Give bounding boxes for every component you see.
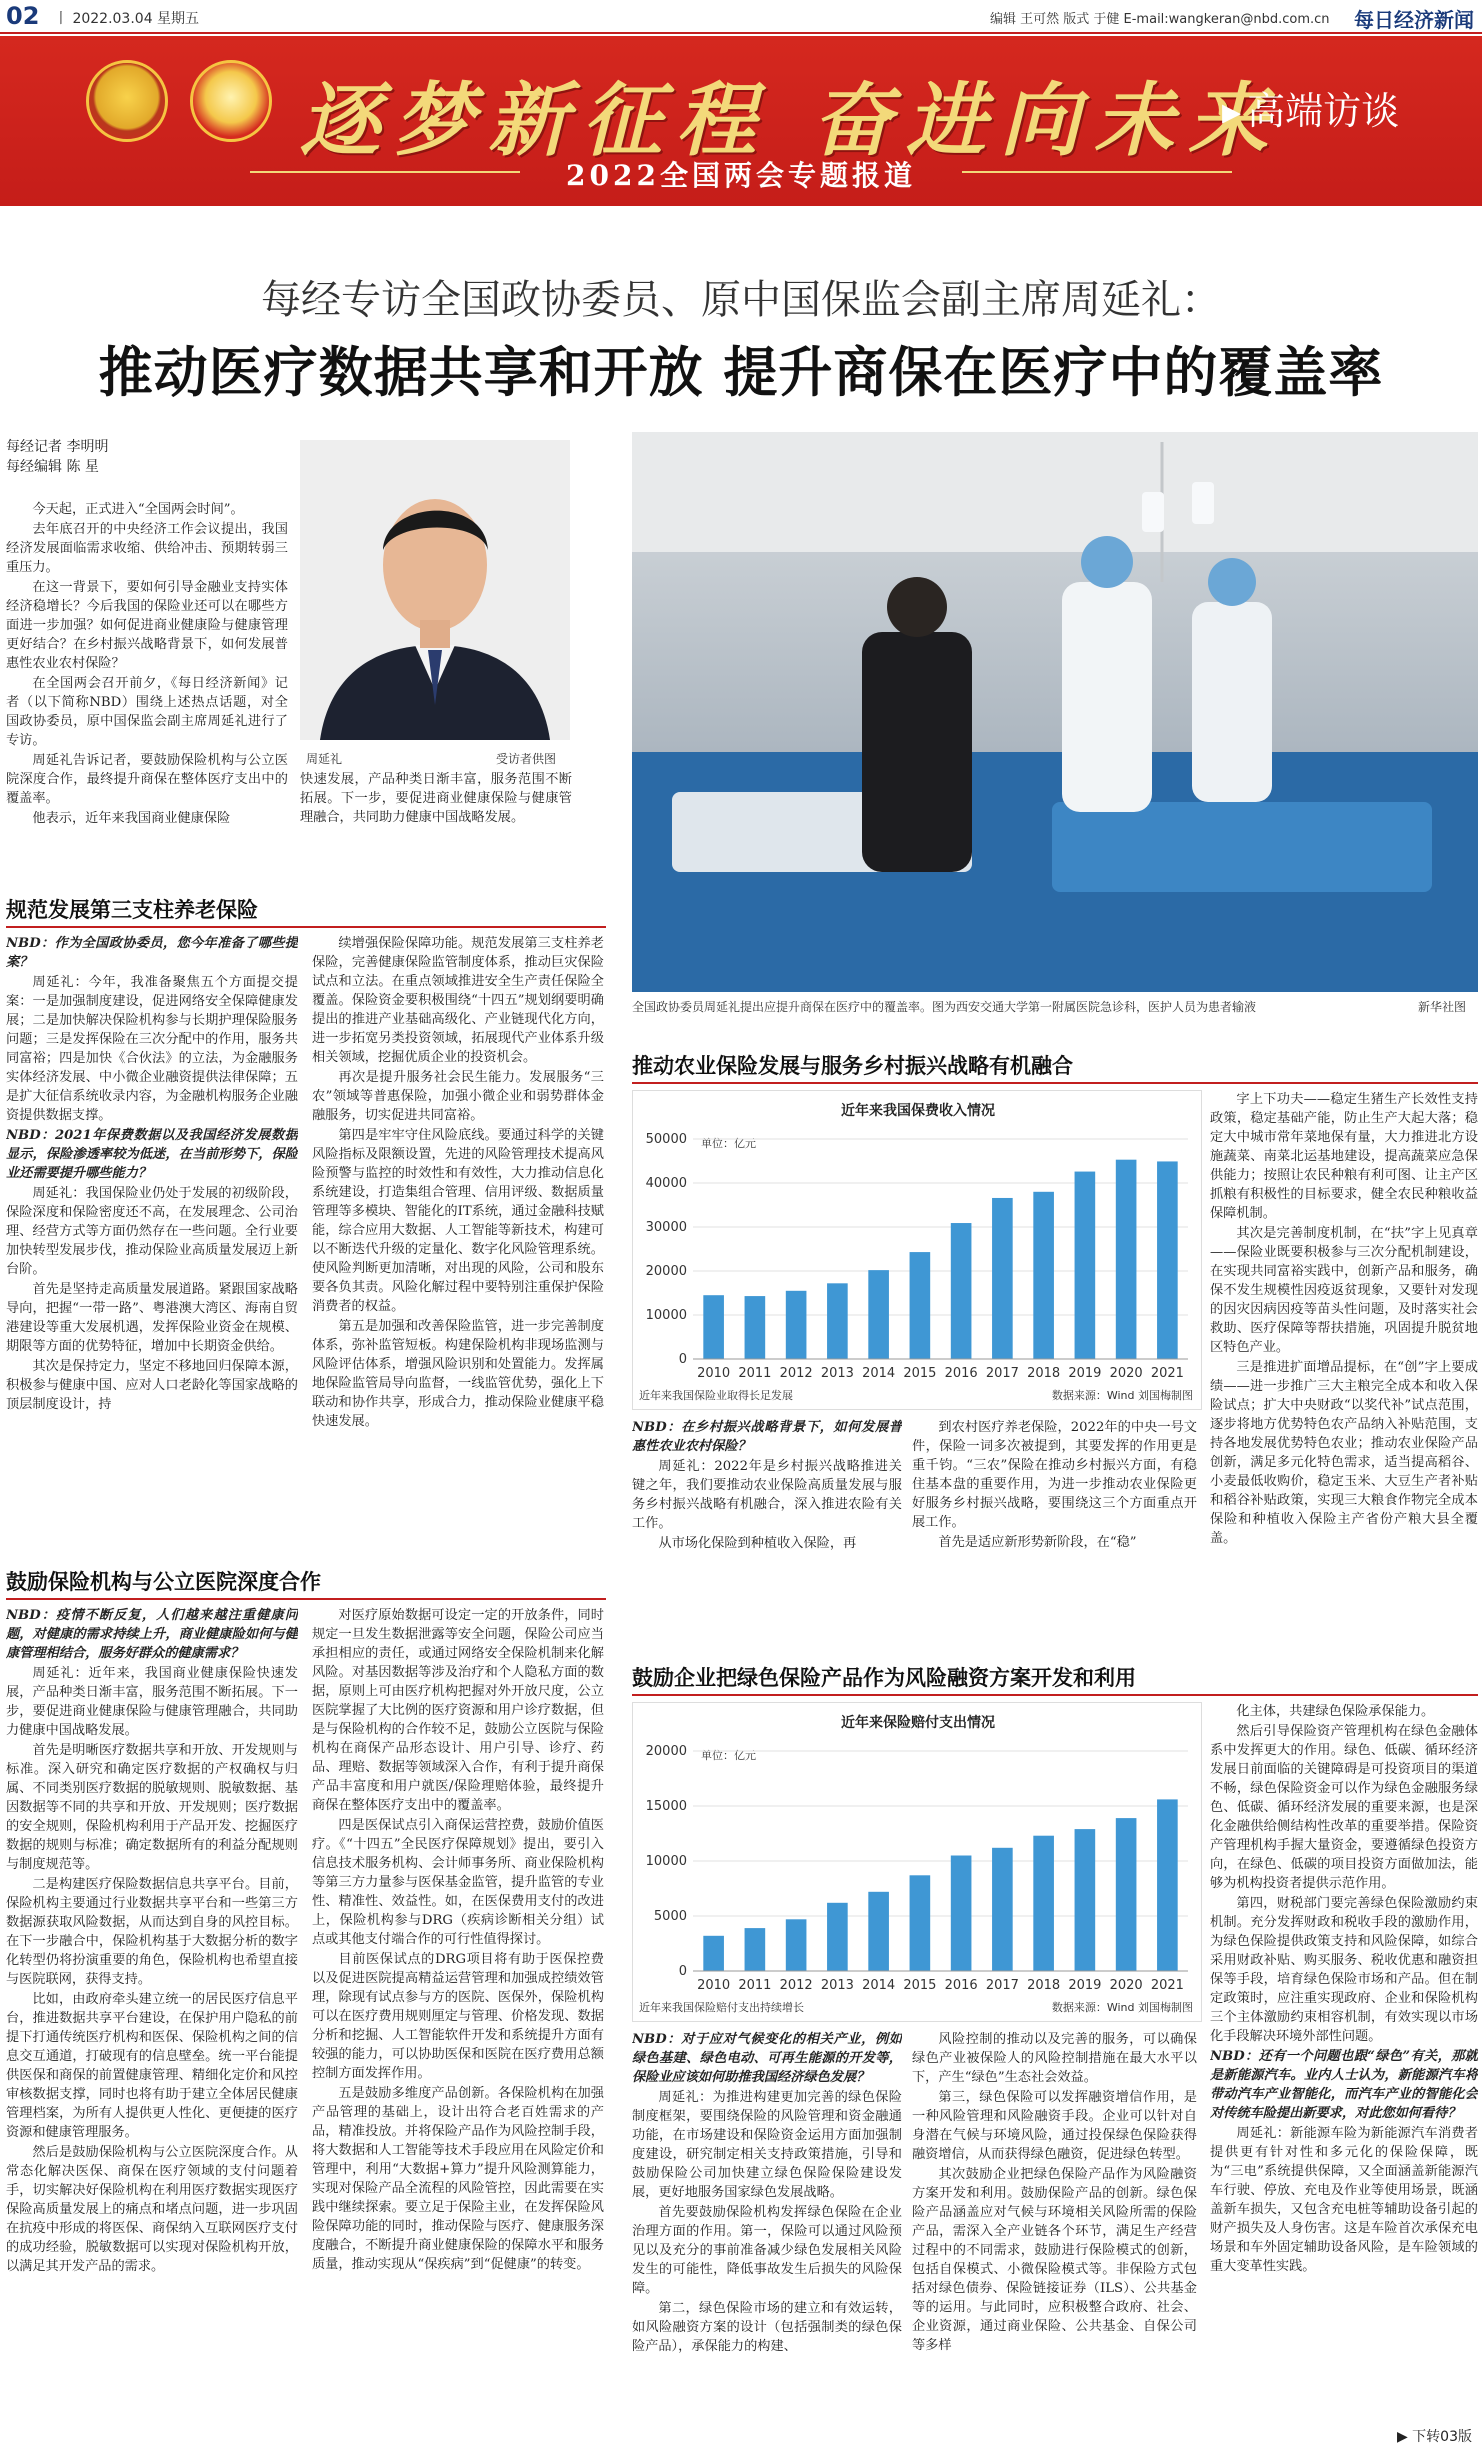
byline-editor: 每经编辑 陈 星	[6, 459, 99, 475]
body-paragraph: 续增强保险保障功能。规范发展第三支柱养老保险，完善健康保险监管制度体系，推动巨灾保险试点和立法。在重点领域推进安全生产责任保险全覆盖。保险资金要积极围绕“十四五”规划纲要明确提出的推进产业基础高级化、产业链现代化方向，进一步拓宽另类投资领域，拓展现代产业体系升级相关领域，挖掘优质企业的投资机会。	[312, 936, 604, 1065]
national-emblem-icon	[86, 60, 168, 142]
bar-2021	[1157, 1161, 1178, 1359]
section3-column-a	[632, 1418, 902, 1648]
banner-subtitle: 2022全国两会专题报道	[566, 159, 916, 192]
body-paragraph: 对医疗原始数据可设定一定的开放条件，同时规定一旦发生数据泄露等安全问题，保险公司应当承担相应的责任，或通过网络安全保险机制来化解风险。对基因数据等涉及治疗和个人隐私方面的数据，原则上可由医疗机构把握对外开放尺度，公立医院掌握了大比例的医疗资源和用户诊疗数据，但是与保险机构的合作较不足，鼓励公立医院与保险机构在商保产品形态设计、用户引导、诊疗、药品、理赔、数据等领域深入合作，有利于提升商保产品丰富度和用户就医/保险理赔体验，最终提升商保在整体医疗支出中的覆盖率。	[312, 1608, 604, 1813]
y-tick-label: 50000	[645, 1132, 687, 1147]
x-tick-label: 2013	[820, 1366, 854, 1381]
section2-column-a	[6, 1606, 298, 2426]
portrait-photo	[300, 440, 570, 740]
bar-2013	[827, 1903, 848, 1971]
section3-column-b	[912, 1418, 1197, 1648]
x-tick-label: 2016	[944, 1366, 978, 1381]
body-paragraph: 在这一背景下，要如何引导金融业支持实体经济稳增长？今后我国的保险业还可以在哪些方面进一步加强？如何促进商业健康险与健康管理更好结合？在乡村振兴战略背景下，如何发展普惠性农业农村保险？	[6, 580, 288, 671]
body-paragraph: 再次是提升服务社会民生能力。发展服务“三农”领域等普惠保险，加强小微企业和弱势群体金融服务，切实促进共同富裕。	[312, 1070, 604, 1123]
x-tick-label: 2010	[697, 1978, 731, 1993]
body-paragraph: 去年底召开的中央经济工作会议提出，我国经济发展面临需求收缩、供给冲击、预期转弱三重压力。	[6, 522, 288, 575]
section1-column-a	[6, 934, 298, 1544]
body-paragraph: 第四，财税部门要完善绿色保险激励约束机制。充分发挥财政和税收手段的激励作用，为绿色保险提供政策支持和风险保障，如综合采用财政补贴、购买服务、税收优惠和融资担保等手段，培育绿色保险市场和产品。但在制定政策时，应注重实现政府、企业和保险机构三个主体激励约束相容机制，有效实现以市场化手段解决环境外部性问题。	[1210, 1896, 1478, 2044]
bar-2015	[910, 1252, 931, 1359]
body-paragraph: 周延礼告诉记者，要鼓励保险机构与公立医院深度合作，最终提升商保在整体医疗支出中的覆盖率。	[6, 753, 288, 806]
chart-footer-caption: 近年来我国保险赔付支出持续增长	[639, 2001, 804, 2014]
x-tick-label: 2021	[1150, 1978, 1184, 1993]
question-paragraph: NBD：作为全国政协委员，您今年准备了哪些提案？	[6, 936, 298, 970]
x-tick-label: 2013	[820, 1978, 854, 1993]
x-tick-label: 2012	[779, 1978, 813, 1993]
y-tick-label: 15000	[645, 1799, 687, 1814]
bar-2010	[703, 1295, 724, 1359]
portrait-caption-name: 周延礼	[306, 752, 343, 766]
body-paragraph: 首先是明晰医疗数据共享和开放、开发规则与标准。深入研究和确定医疗数据的产权确权与归属、不同类别医疗数据的脱敏规则、脱敏数据、基因数据等不同的共享和开放、开发规则；医疗数据的安全规则，保险机构利用于产品开发、挖掘医疗数据的规则与标准；确定数据所有的利益分配规则与制度规范等。	[6, 1743, 298, 1872]
body-paragraph: 周延礼：新能源车险为新能源汽车消费者提供更有针对性和多元化的保险保障，既为“三电”系统提供保障，又全面涵盖新能源汽车行驶、停放、充电及作业等使用场景，既涵盖新车损失，又包含充电桩等辅助设备引起的财产损失及人身伤害。这是车险首次承保充电场景和车外固定辅助设备风险，是车险领域的重大变革性实践。	[1210, 2126, 1478, 2274]
y-tick-label: 20000	[645, 1264, 687, 1279]
body-paragraph: 周延礼：2022年是乡村振兴战略推进关键之年，我们要推动农业保险高质量发展与服务乡村振兴战略有机融合，深入推进农险有关工作。	[632, 1459, 902, 1531]
section4-column-a	[632, 2030, 902, 2422]
body-paragraph: 目前医保试点的DRG项目将有助于医保控费以及促进医院提高精益运营管理和加强成控绩效管理，除现有试点参与方的医院、医保外，保险机构可以在医疗费用规则厘定与管理、价格发现、数据分析和挖掘、人工智能软件开发和系统提升方面有较强的能力，可以协助医保和医院在医疗费用总额控制方面发挥作用。	[312, 1952, 604, 2081]
y-tick-label: 10000	[645, 1308, 687, 1323]
body-paragraph: 在全国两会召开前夕，《每日经济新闻》记者（以下简称NBD）围绕上述热点话题，对全国政协委员，原中国保监会副主席周延礼进行了专访。	[6, 676, 288, 748]
x-tick-label: 2018	[1027, 1978, 1061, 1993]
x-tick-label: 2020	[1109, 1978, 1143, 1993]
body-paragraph: 三是推进扩面增品提标，在“创”字上要成绩——进一步推广三大主粮完全成本和收入保险试点；扩大中央财政“以奖代补”试点范围，逐步将地方优势特色农产品纳入补贴范围，支持各地发展优势特色农业；推动农业保险产品创新，满足多元化特色需求，适当提高稻谷、小麦最低收购价，稳定玉米、大豆生产者补贴和稻谷补贴政策，实现三大粮食作物完全成本保险和种植收入保险主产省份产粮大县全覆盖。	[1210, 1360, 1478, 1546]
question-paragraph: NBD：在乡村振兴战略背景下，如何发展普惠性农业农村保险？	[632, 1420, 902, 1454]
x-tick-label: 2011	[738, 1978, 772, 1993]
body-paragraph: 第三，绿色保险可以发挥融资增信作用，是一种风险管理和风险融资手段。企业可以针对自身潜在气候与环境风险，通过投保绿色保险获得融资增信，从而获得绿色融资，促进绿色转型。	[912, 2090, 1197, 2162]
bar-2014	[868, 1270, 889, 1359]
chart-data-source: 数据来源：Wind 刘国梅制图	[1051, 1389, 1193, 1402]
newspaper-name: 每日经济新闻	[1354, 8, 1474, 32]
theme-banner	[0, 36, 1482, 206]
y-tick-label: 20000	[645, 1744, 687, 1759]
section-title-pension: 规范发展第三支柱养老保险	[6, 894, 606, 928]
bar-2018	[1033, 1836, 1054, 1971]
x-tick-label: 2019	[1068, 1366, 1102, 1381]
article-kicker: 每经专访全国政协委员、原中国保监会副主席周延礼：	[261, 277, 1221, 323]
body-paragraph: 其次鼓励企业把绿色保险产品作为风险融资方案开发和利用。鼓励保险产品的创新。绿色保险产品涵盖应对气候与环境相关风险所需的保险产品，需深入全产业链各个环节，满足生产经营过程中的不同需求，鼓励进行保险模式的创新，包括自保模式、小微保险模式等。非保险方式包括对绿色债券、保险链接证券（ILS）、公共基金等的运用。与此同时，应积极整合政府、社会、企业资源，通过商业保险、公共基金、自保公司等多样	[912, 2167, 1197, 2353]
section3-column-c	[1210, 1090, 1478, 1650]
chart-claims-svg	[633, 1703, 1203, 2023]
body-paragraph: 第五是加强和改善保险监管，进一步完善制度体系，弥补监管短板。构建保险机构非现场监测与风险评估体系，增强风险识别和处置能力。发挥属地保险监管局导向监督，一线监管优势，强化上下联动和协作共享，形成合力，推动保险业健康平稳快速发展。	[312, 1319, 604, 1429]
bar-2019	[1075, 1172, 1096, 1359]
intro-continued-text: 快速发展，产品种类日渐丰富，服务范围不断拓展。下一步，要促进商业健康保险与健康管理融合，共同助力健康中国战略发展。	[300, 772, 572, 825]
byline-reporter: 每经记者 李明明	[6, 439, 109, 455]
section4-column-c	[1210, 1702, 1478, 2422]
bar-2020	[1116, 1160, 1137, 1359]
section-label: ▸ 高端访谈	[1222, 80, 1399, 135]
body-paragraph: 风险控制的推动以及完善的服务，可以确保绿色产业被保险人的风险控制措施在最大水平以下，产生“绿色”生态社会效益。	[912, 2032, 1197, 2085]
x-tick-label: 2018	[1027, 1366, 1061, 1381]
body-paragraph: 然后引导保险资产管理机构在绿色金融体系中发挥更大的作用。绿色、低碳、循环经济发展日前面临的关键障碍是可投资项目的渠道不畅，绿色保险资金可以作为绿色金融服务绿色、低碳、循环经济发展的重要来源，也是深化金融供给侧结构性改革的重要举措。保险资产管理机构手握大量资金，要遵循绿色投资方向，在绿色、低碳的项目投资方面做加法，能够为机构投资者提供示范作用。	[1210, 1724, 1478, 1891]
bar-2010	[703, 1936, 724, 1971]
body-paragraph: 比如，由政府牵头建立统一的居民医疗信息平台，推进数据共享平台建设，在保护用户隐私的前提下打通传统医疗机构和医保、保险机构之间的信息交互通道，打破现有的信息壁垒。统一平台能提供医保和商保的前置健康管理、精细化定价和风控审核数据支撑，同时也将有助于建立全体居民健康管理档案，为所有人提供更人性化、更便捷的医疗资源和健康管理服务。	[6, 1992, 298, 2140]
bar-2018	[1033, 1192, 1054, 1359]
x-tick-label: 2010	[697, 1366, 731, 1381]
y-tick-label: 10000	[645, 1854, 687, 1869]
bar-2013	[827, 1283, 848, 1359]
chart-unit-label: 单位：亿元	[701, 1749, 756, 1762]
body-paragraph: 周延礼：今年，我准备聚焦五个方面提交提案：一是加强制度建设，促进网络安全保障健康发展；二是加快解决保险机构参与长期护理保险服务问题；三是发挥保险在三次分配中的作用，服务共同富裕；四是加快《合伙法》的立法，为金融服务实体经济发展、中小微企业融资提供法律保障；五是扩大征信系统收录内容，为金融机构服务企业融资提供数据支撑。	[6, 975, 298, 1123]
x-tick-label: 2011	[738, 1366, 772, 1381]
chart-title: 近年来保险赔付支出情况	[841, 1715, 995, 1731]
x-tick-label: 2015	[903, 1366, 937, 1381]
chart-unit-label: 单位：亿元	[701, 1137, 756, 1150]
chart-premium-svg	[633, 1091, 1203, 1411]
question-paragraph: NBD：还有一个问题也跟“绿色”有关，那就是新能源汽车。业内人士认为，新能源汽车将带动汽车产业智能化，而汽车产业的智能化会对传统车险提出新要求，对此您如何看待？	[1210, 2049, 1478, 2121]
body-paragraph: 然后是鼓励保险机构与公立医院深度合作。从常态化解决医保、商保在医疗领域的支付问题着手，切实解决好保险机构在利用医疗数据实现医疗保险高质量发展上的痛点和堵点问题，进一步巩固在抗疫中形成的将医保、商保纳入互联网医疗支付的成功经验，脱敏数据可以实现对保险机构开放，以满足其开发产品的需求。	[6, 2145, 298, 2274]
chart-title: 近年来我国保费收入情况	[841, 1103, 995, 1119]
body-paragraph: 首先要鼓励保险机构发挥绿色保险在企业治理方面的作用。第一，保险可以通过风险预见以及充分的事前准备减少绿色发展相关风险发生的可能性，降低事故发生后损失的风险保障。	[632, 2205, 902, 2296]
hospital-scene-illustration	[632, 432, 1478, 992]
section2-column-b	[312, 1606, 604, 2426]
question-paragraph: NBD：对于应对气候变化的相关产业，例如绿色基建、绿色电动、可再生能源的开发等，保险业应该如何助推我国经济绿色发展？	[632, 2032, 902, 2085]
photo-caption: 全国政协委员周延礼提出应提升商保在医疗中的覆盖率。图为西安交通大学第一附属医院急诊科，医护人员为患者输液	[632, 1000, 1257, 1014]
continued-to-next-page: ▶ 下转03版	[1396, 2429, 1472, 2445]
bar-2016	[951, 1223, 972, 1359]
section4-column-b	[912, 2030, 1197, 2422]
body-paragraph: 首先是坚持走高质量发展道路。紧跟国家战略导向，把握“一带一路”、粤港澳大湾区、海南自贸港建设等重大发展机遇，发挥保险业资金在规模、期限等方面的优势特征，增加中长期资金供给。	[6, 1282, 298, 1354]
bar-2015	[910, 1875, 931, 1971]
hospital-photo	[632, 432, 1478, 992]
body-paragraph: 从市场化保险到种植收入保险，再	[658, 1536, 857, 1551]
photo-credit: 新华社图	[1418, 1000, 1467, 1014]
section-title-hospital: 鼓励保险机构与公立医院深度合作	[6, 1566, 606, 1600]
body-paragraph: 五是鼓励多维度产品创新。各保险机构在加强产品管理的基础上，设计出符合老百姓需求的产品，精准投放。并将保险产品作为风险控制手段，将大数据和人工智能等技术手段应用在风险定价和管理中，利用“大数据+算力”提升风险测算能力，实现对保险产品全流程的风险管控，因此需要在实践中继续探索。要立足于保险主业，在发挥保险风险保障功能的同时，推动保险与医疗、健康服务深度融合，不断提升商业健康保险的保障水平和服务质量，推动实现从“保疾病”到“促健康”的转变。	[312, 2086, 604, 2272]
bar-2020	[1116, 1818, 1137, 1971]
chart-data-source: 数据来源：Wind 刘国梅制图	[1051, 2001, 1193, 2014]
question-paragraph: NBD：2021年保费数据以及我国经济发展数据显示，保险渗透率较为低迷，在当前形势下，保险业还需要提升哪些能力？	[6, 1128, 298, 1181]
y-tick-label: 30000	[645, 1220, 687, 1235]
banner-slogan: 逐梦新征程 奋进向未来	[300, 73, 1282, 167]
body-paragraph: 第二，绿色保险市场的建立和有效运转，如风险融资方案的设计（包括强制类的绿色保险产品），承保能力的构建、	[632, 2301, 902, 2354]
x-tick-label: 2020	[1109, 1366, 1143, 1381]
body-paragraph: 化主体，共建绿色保险承保能力。	[1236, 1704, 1435, 1719]
section-title-green-insurance: 鼓励企业把绿色保险产品作为风险融资方案开发和利用	[632, 1662, 1478, 1696]
question-paragraph: NBD：疫情不断反复，人们越来越注重健康问题，对健康的需求持续上升，商业健康险如何与健康管理相结合，服务好群众的健康需求？	[6, 1608, 298, 1661]
article-headline: 推动医疗数据共享和开放 提升商保在医疗中的覆盖率	[98, 341, 1384, 404]
bar-2011	[745, 1928, 766, 1971]
chart-premium-income	[632, 1090, 1202, 1410]
chart-claims-payout	[632, 1702, 1202, 2022]
y-tick-label: 0	[678, 1352, 687, 1367]
portrait-caption-credit: 受访者供图	[496, 752, 557, 766]
x-tick-label: 2019	[1068, 1978, 1102, 1993]
body-paragraph: 周延礼：为推进构建更加完善的绿色保险制度框架，要围绕保险的风险管理和资金融通功能，在市场建设和保险资金运用方面加强制度建设，研究制定相关支持政策措施，引导和鼓励保险公司加快建立绿色保险保险建设发展，更好地服务国家绿色发展战略。	[632, 2090, 902, 2200]
bar-2019	[1075, 1829, 1096, 1971]
section1-column-b	[312, 934, 604, 1544]
x-tick-label: 2014	[862, 1978, 896, 1993]
body-paragraph: 首先是适应新形势新阶段，在“稳”	[938, 1535, 1137, 1550]
issue-date: 丨 2022.03.04 星期五	[54, 11, 200, 27]
body-paragraph: 二是构建医疗保险数据信息共享平台。目前，保险机构主要通过行业数据共享平台和一些第三方数据源获取风险数据，从而达到自身的风控目标。在下一步融合中，保险机构基于大数据分析的数字化转型仍将扮演重要的角色，保险机构也希望直接与医院联网，获得支持。	[6, 1877, 298, 1987]
body-paragraph: 周延礼：近年来，我国商业健康保险快速发展，产品种类日渐丰富，服务范围不断拓展。下一步，要促进商业健康保险与健康管理融合，共同助力健康中国战略发展。	[6, 1666, 298, 1738]
body-paragraph: 周延礼：我国保险业仍处于发展的初级阶段，保险深度和保险密度还不高，在发展理念、公司治理、经营方式等方面仍然存在一些问题。全行业要加快转型发展步伐，推动保险业高质量发展迈上新台阶。	[6, 1186, 298, 1277]
bar-2017	[992, 1848, 1013, 1971]
x-tick-label: 2017	[985, 1978, 1019, 1993]
body-paragraph: 其次是保持定力，坚定不移地回归保障本源，积极参与健康中国、应对人口老龄化等国家战略的顶层制度设计，持	[6, 1359, 298, 1412]
x-tick-label: 2015	[903, 1978, 937, 1993]
bar-2021	[1157, 1799, 1178, 1971]
bar-2014	[868, 1892, 889, 1971]
body-paragraph: 字上下功夫——稳定生猪生产长效性支持政策，稳定基础产能，防止生产大起大落；稳定大中城市常年菜地保有量，大力推进北方设施蔬菜、南菜北运基地建设，提高蔬菜应急保供能力；按照让农民种粮有利可图、让主产区抓粮有积极性的目标要求，健全农民种粮收益保障机制。	[1210, 1092, 1478, 1221]
intro-continued	[300, 770, 572, 870]
bar-2012	[786, 1291, 807, 1359]
body-paragraph: 四是医保试点引入商保运营控费，鼓励价值医疗。《“十四五”全民医疗保障规划》提出，要引入信息技术服务机构、会计师事务所、商业保险机构等第三方力量参与医保基金监管，提升监管的专业性、精准性、效益性。如，在医保费用支付的改进上，保险机构参与DRG（疾病诊断相关分组）试点或其他支付端合作的可行性值得探讨。	[312, 1818, 604, 1947]
body-paragraph: 第四是牢牢守住风险底线。要通过科学的关键风险指标及限额设置，先进的风险管理技术提高风险预警与监控的时效性和有效性，大力推动信息化系统建设，打造集组合管理、信用评级、数据质量管理等多模块、智能化的IT系统，通过金融科技赋能，综合应用大数据、人工智能等新技术，构建可以不断迭代升级的定量化、数字化风险管理系统。使风险判断更加清晰，对出现的风险，公司和股东要各负其责。风险化解过程中要特别注重保护保险消费者的权益。	[312, 1128, 604, 1314]
y-tick-label: 40000	[645, 1176, 687, 1191]
bar-2012	[786, 1919, 807, 1971]
bar-2016	[951, 1856, 972, 1972]
bar-2011	[745, 1296, 766, 1359]
body-paragraph: 他表示，近年来我国商业健康保险	[32, 811, 231, 826]
x-tick-label: 2017	[985, 1366, 1019, 1381]
page-number: 02	[6, 2, 40, 30]
body-paragraph: 今天起，正式进入“全国两会时间”。	[32, 502, 244, 517]
editor-credits: 编辑 王可然 版式 于健 E-mail:wangkeran@nbd.com.cn	[990, 12, 1330, 27]
bar-2017	[992, 1198, 1013, 1359]
body-paragraph: 到农村医疗养老保险，2022年的中央一号文件，保险一词多次被提到，其要发挥的作用更是重千钧。“三农”保险在推动乡村振兴方面，有稳住基本盘的重要作用，为进一步推动农业保险更好服务乡村振兴战略，要围绕这三个方面重点开展工作。	[912, 1420, 1197, 1530]
x-tick-label: 2014	[862, 1366, 896, 1381]
portrait-illustration	[300, 440, 570, 740]
x-tick-label: 2016	[944, 1978, 978, 1993]
x-tick-label: 2012	[779, 1366, 813, 1381]
y-tick-label: 5000	[653, 1909, 687, 1924]
y-tick-label: 0	[678, 1964, 687, 1979]
section-title-agriculture: 推动农业保险发展与服务乡村振兴战略有机融合	[632, 1050, 1478, 1084]
body-paragraph: 其次是完善制度机制，在“扶”字上见真章——保险业既要积极参与三次分配机制建设，在实现共同富裕实践中，创新产品和服务，确保不发生规模性因疫返贫现象，又要针对发现的因灾因病因疫等苗头性问题，及时落实社会救助、医疗保障等帮扶措施，巩固提升脱贫地区特色产业。	[1210, 1226, 1478, 1355]
x-tick-label: 2021	[1150, 1366, 1184, 1381]
cppcc-emblem-icon	[190, 60, 272, 142]
chart-footer-caption: 近年来我国保险业取得长足发展	[639, 1389, 793, 1402]
intro-column	[6, 500, 288, 870]
